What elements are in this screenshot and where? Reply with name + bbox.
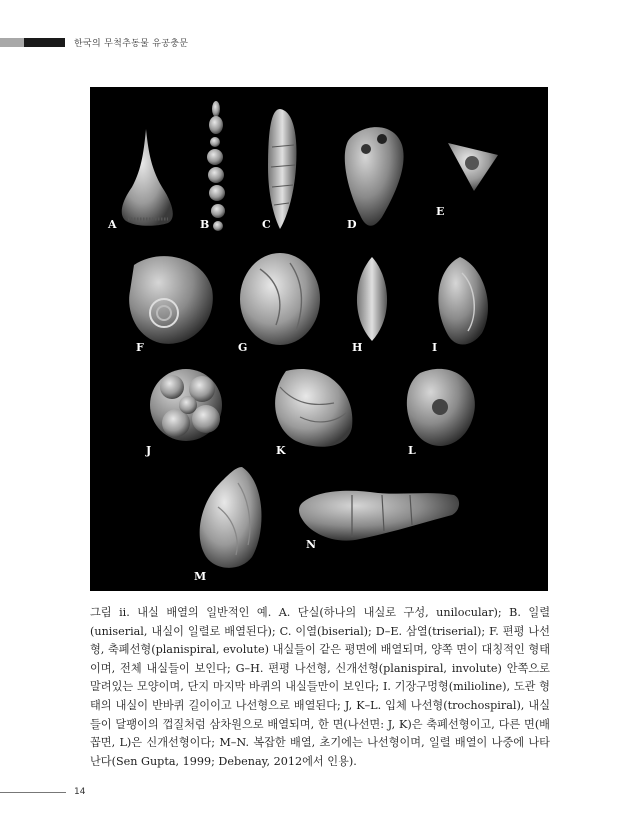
page-number: 14 <box>74 787 86 797</box>
footer-rule <box>0 792 66 793</box>
specimen-d <box>345 127 404 226</box>
label-i: I <box>432 341 438 354</box>
specimen-k <box>275 369 352 447</box>
label-b: B <box>200 218 210 231</box>
figure-caption: 그림 ii. 내실 배열의 일반적인 예. A. 단실(하나의 내실로 구성, unilocular); B. 일렬(uniserial, 내실이 일렬로 배열된다); C. 이열(biserial); D–E. 삼열(triserial); F. 편평 나선형, 축폐선형(planispiral, evolute) 내실들이 같은 평면에 배열되며, 양쪽 면이 대칭적인 형태이며, 전체 내실들이 보인다; G–H. 편평 나선형, 신개선형(planispiral, involute) 안쪽으로 말려있는 모양이며, 단지 마지막 바퀴의 내실들만이 보인다; I. 기장구멍형(milioline), 도관 형태의 내실이 반바퀴 길이이고 나선형으로 배열된다; J, K–L. 입체 나선형(trochospiral), 내실들이 달팽이의 껍질처럼 삼차원으로 배열되며, 한 면(나선면: J, K)은 축폐선형이고, 다른 면(배꼽면, L)은 신개선형이다; M–N. 복잡한 배열, 초기에는 나선형이며, 일렬 배열이 나중에 나타난다(Sen Gupta, 1999; Debenay, 2012에서 인용). <box>90 606 550 768</box>
label-g: G <box>238 341 248 354</box>
label-a: A <box>108 218 117 231</box>
specimen-m <box>200 467 262 568</box>
label-j: J <box>146 444 152 457</box>
specimen-e <box>448 143 498 191</box>
label-e: E <box>436 205 445 218</box>
specimen-f <box>129 256 213 344</box>
label-f: F <box>136 341 144 354</box>
foraminifera-figure <box>90 87 548 591</box>
specimen-c <box>268 109 296 229</box>
specimen-a <box>122 129 173 226</box>
specimen-n <box>299 491 459 541</box>
running-header: 한국의 무척추동물 유공충문 <box>74 39 189 49</box>
specimen-micrographs <box>90 87 548 591</box>
header-accent-black <box>24 38 65 47</box>
specimen-b <box>207 101 225 231</box>
label-c: C <box>262 218 271 231</box>
label-m: M <box>194 570 207 583</box>
label-k: K <box>276 444 286 457</box>
specimen-l <box>407 369 475 446</box>
header-accent-grey <box>0 38 24 47</box>
label-d: D <box>347 218 357 231</box>
specimen-i <box>438 257 488 345</box>
label-n: N <box>306 538 317 551</box>
label-l: L <box>408 444 416 457</box>
specimen-j <box>150 369 222 441</box>
specimen-g <box>240 253 320 345</box>
specimen-h <box>357 257 387 341</box>
label-h: H <box>352 341 363 354</box>
